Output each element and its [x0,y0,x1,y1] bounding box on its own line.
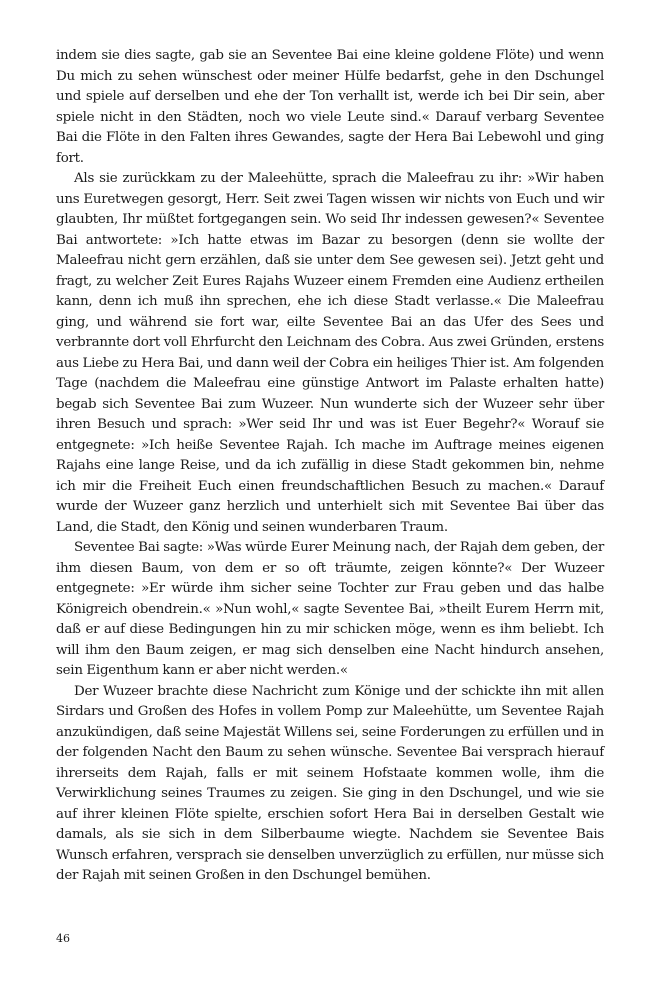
paragraph: Als sie zurückkam zu der Maleehütte, sprach die Maleefrau zu ihr: »Wir haben uns Euretwegen gesorgt, Herr. Seit zwei Tagen wissen wir nichts von Euch und wir glaubten, Ihr müßtet fortgegangen sein. Wo seid Ihr indessen gewesen?« Seventee Bai antwortete: »Ich hatte etwas im Bazar zu besorgen (denn sie wollte der Maleefrau nicht gern erzählen, daß sie unter dem See gewesen sei). Jetzt geht und fragt, zu welcher Zeit Eures Rajahs Wuzeer einem Fremden eine Audienz ertheilen kann, denn ich muß ihn sprechen, ehe ich diese Stadt verlasse.« Die Maleefrau ging, und während sie fort war, eilte Seventee Bai an das Ufer des Sees und verbrannte dort voll Ehrfurcht den Leichnam des Cobra. Aus zwei Gründen, erstens aus Liebe zu Hera Bai, und dann weil der Cobra ein heiliges Thier ist. Am folgenden Tage (nachdem die Maleefrau eine günstige Antwort im Palaste erhalten hatte) begab sich Seventee Bai zum Wuzeer. Nun wunderte sich der Wuzeer sehr über ihren Besuch und sprach: »Wer seid Ihr und was ist Euer Begehr?« Worauf sie entgegnete: »Ich heiße Seventee Rajah. Ich mache im Auftrage meines eigenen Rajahs eine lange Reise, und da ich zufällig in diese Stadt gekommen bin, nehme ich mir die Freiheit Euch einen freundschaftlichen Besuch zu machen.« Darauf wurde der Wuzeer ganz herzlich und unterhielt sich mit Seventee Bai über das Land, die Stadt, den König und seinen wunderbaren Traum. [56,171,604,535]
paragraph: Der Wuzeer brachte diese Nachricht zum Könige und der schickte ihn mit allen Sirdars und Großen des Hofes in vollem Pomp zur Maleehütte, um Seventee Rajah anzukündigen, daß seine Majestät Willens sei, seine Forderungen zu erfüllen und in der folgenden Nacht den Baum zu sehen wünsche. Seventee Bai versprach hierauf ihrerseits dem Rajah, falls er mit seinem Hofstaate kommen wolle, ihm die Verwirklichung seines Traumes zu zeigen. Sie ging in den Dschungel, und wie sie auf ihrer kleinen Flöte spielte, erschien sofort Hera Bai in derselben Gestalt wie damals, als sie sich in dem Silberbaume wiegte. Nachdem sie Seventee Bais Wunsch erfahren, versprach sie denselben unverzüglich zu erfüllen, nur müsse sich der Rajah mit seinen Großen in den Dschungel bemühen. [56,683,604,883]
paragraph-continuation: indem sie dies sagte, gab sie an Seventee Bai eine kleine goldene Flöte) und wenn Du mich zu sehen wünschest oder meiner Hülfe bedarfst, gehe in den Dschungel und spiele auf derselben und ehe der Ton verhallt ist, werde ich bei Dir sein, aber spiele nicht in den Städten, noch wo viele Leute sind.« Darauf verbarg Seventee Bai die Flöte in den Falten ihres Gewandes, sagte der Hera Bai Lebewohl und ging fort. [56,48,604,166]
page-number: 46 [56,932,70,945]
paragraph: Seventee Bai sagte: »Was würde Eurer Meinung nach, der Rajah dem geben, der ihm diesen Baum, von dem er so oft träumte, zeigen könnte?« Der Wuzeer entgegnete: »Er würde ihm sicher seine Tochter zur Frau geben und das halbe Königreich obendrein.« »Nun wohl,« sagte Seventee Bai, »theilt Eurem Herrn mit, daß er auf diese Bedingungen hin zu mir schicken möge, wenn es ihm beliebt. Ich will ihm den Baum zeigen, er mag sich denselben eine Nacht hindurch ansehen, sein Eigenthum kann er aber nicht werden.« [56,540,604,678]
page-body [56,46,604,887]
